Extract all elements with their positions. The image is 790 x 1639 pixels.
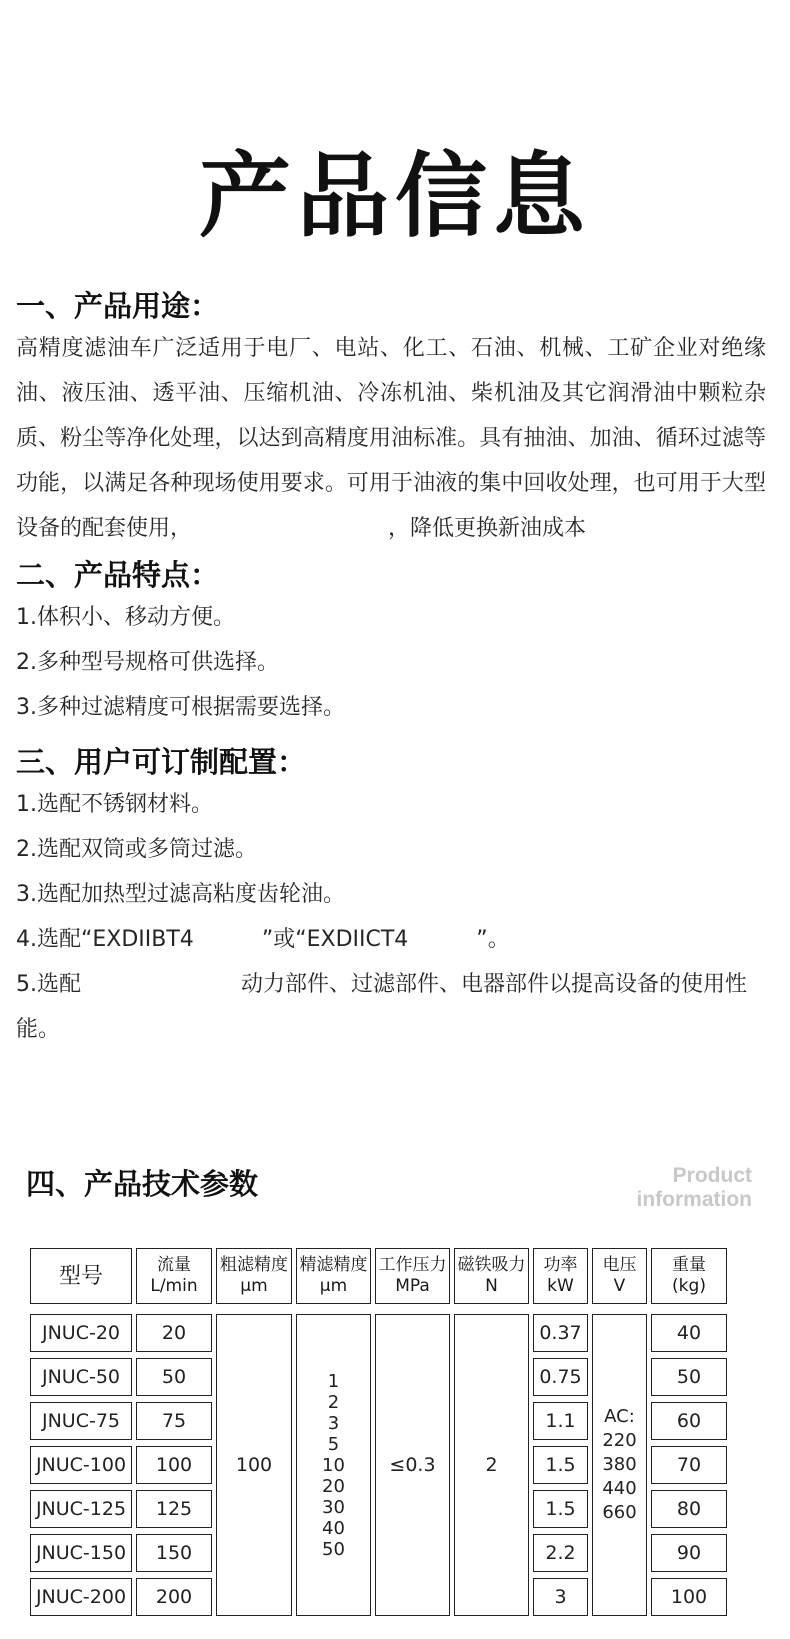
flow-cell — [136, 1446, 212, 1484]
product-information-label — [637, 1164, 753, 1212]
header-label: 功率 — [543, 1255, 578, 1275]
fine-precision-cell — [296, 1314, 371, 1616]
weight-value: 100 — [670, 1586, 708, 1608]
power-cell — [533, 1358, 588, 1396]
flow-cell — [136, 1490, 212, 1528]
header-cell — [651, 1248, 727, 1304]
fine-precision-value: 20 — [322, 1475, 345, 1497]
usage-paragraph — [16, 326, 766, 551]
header-unit: L/min — [150, 1276, 198, 1296]
flow-value: 100 — [155, 1454, 193, 1476]
model-value: JNUC-150 — [35, 1542, 127, 1564]
model-cell — [30, 1446, 132, 1484]
weight-cell — [651, 1446, 727, 1484]
power-cell — [533, 1534, 588, 1572]
magnet-value: 2 — [485, 1454, 498, 1476]
weight-value: 80 — [676, 1498, 702, 1520]
header-unit: MPa — [395, 1276, 430, 1296]
custom-item-part: 5.选配 — [16, 972, 81, 997]
header-label: 电压 — [602, 1255, 637, 1275]
fine-precision-value: 5 — [327, 1433, 340, 1455]
header-label: 重量 — [672, 1255, 706, 1275]
section-heading-custom: 三、用户可订制配置： — [16, 745, 307, 779]
en-label-line: Product — [672, 1164, 752, 1187]
custom-item-part: ”。 — [476, 927, 510, 952]
flow-cell — [136, 1314, 212, 1352]
model-cell — [30, 1402, 132, 1440]
power-value: 3 — [554, 1586, 567, 1608]
weight-value: 90 — [676, 1542, 702, 1564]
custom-item: 3.选配加热型过滤高粘度齿轮油。 — [16, 882, 345, 907]
weight-cell — [651, 1578, 727, 1616]
flow-value: 125 — [155, 1498, 193, 1520]
pressure-value: ≤0.3 — [389, 1454, 436, 1476]
model-value: JNUC-50 — [41, 1366, 121, 1388]
model-cell — [30, 1490, 132, 1528]
power-value: 1.5 — [545, 1498, 576, 1520]
flow-value: 150 — [155, 1542, 193, 1564]
header-cell — [296, 1248, 371, 1304]
model-value: JNUC-20 — [41, 1322, 121, 1344]
power-value: 1.5 — [545, 1454, 576, 1476]
power-value: 1.1 — [545, 1410, 576, 1432]
voltage-value: 440 — [602, 1478, 637, 1499]
usage-text: 高精度滤油车广泛适用于电厂、电站、化工、石油、机械、工矿企业对绝缘油、液压油、透平油、压缩机油、冷冻机油、柴机油及其它润滑油中颗粒杂质、粉尘等净化处理，以达到高精度用油标准。具有抽油、加油、循环过滤等功能，以满足各种现场使用要求。可用于油液的集中回收处理，也可用于大型设备的配套使用， — [16, 336, 766, 541]
weight-value: 60 — [676, 1410, 702, 1432]
power-value: 2.2 — [545, 1542, 576, 1564]
header-unit: N — [485, 1276, 498, 1296]
magnet-cell — [454, 1314, 529, 1616]
voltage-cell — [592, 1314, 647, 1616]
model-value: JNUC-75 — [41, 1410, 121, 1432]
model-value: JNUC-200 — [35, 1586, 127, 1608]
fine-precision-value: 30 — [322, 1496, 345, 1518]
header-label: 粗滤精度 — [220, 1255, 288, 1275]
voltage-value: 660 — [602, 1502, 637, 1523]
coarse-precision-cell — [216, 1314, 292, 1616]
header-cell — [30, 1248, 132, 1304]
header-unit: μm — [240, 1276, 268, 1296]
feature-item: 2.多种型号规格可供选择。 — [16, 650, 279, 675]
feature-item: 3.多种过滤精度可根据需要选择。 — [16, 695, 345, 720]
header-cell — [375, 1248, 450, 1304]
model-cell — [30, 1578, 132, 1616]
custom-item — [16, 962, 766, 1052]
weight-cell — [651, 1402, 727, 1440]
model-value: JNUC-125 — [35, 1498, 127, 1520]
model-cell — [30, 1358, 132, 1396]
params-heading: 四、产品技术参数 — [26, 1167, 259, 1201]
voltage-value: 380 — [602, 1454, 637, 1475]
header-label: 磁铁吸力 — [457, 1255, 526, 1275]
model-value: JNUC-100 — [35, 1454, 127, 1476]
feature-item: 1.体积小、移动方便。 — [16, 605, 235, 630]
pressure-cell — [375, 1314, 450, 1616]
power-value: 0.75 — [539, 1366, 582, 1388]
weight-cell — [651, 1490, 727, 1528]
power-cell — [533, 1446, 588, 1484]
section-heading-features: 二、产品特点： — [16, 558, 220, 592]
weight-value: 70 — [676, 1454, 702, 1476]
section-heading-usage: 一、产品用途： — [16, 289, 220, 323]
header-cell — [533, 1248, 588, 1304]
voltage-value: 220 — [602, 1430, 637, 1451]
header-unit: kW — [547, 1276, 574, 1296]
fine-precision-value: 1 — [327, 1370, 340, 1392]
weight-cell — [651, 1358, 727, 1396]
weight-value: 50 — [676, 1366, 702, 1388]
model-cell — [30, 1314, 132, 1352]
fine-precision-value: 10 — [322, 1454, 345, 1476]
voltage-value: AC: — [604, 1406, 635, 1427]
header-cell — [216, 1248, 292, 1304]
power-value: 0.37 — [539, 1322, 582, 1344]
power-cell — [533, 1402, 588, 1440]
custom-item-part: ”或“EXDIICT4 — [261, 927, 409, 952]
custom-item-part: 动力部件、过滤部件、电器部件以提高设备的使用性能。 — [16, 972, 748, 1042]
header-unit: μm — [319, 1276, 348, 1296]
fine-precision-value: 50 — [322, 1538, 345, 1560]
flow-cell — [136, 1578, 212, 1616]
flow-value: 75 — [161, 1410, 187, 1432]
header-unit: V — [613, 1276, 626, 1296]
weight-cell — [651, 1534, 727, 1572]
header-label: 流量 — [157, 1255, 191, 1275]
header-label: 精滤精度 — [299, 1255, 368, 1275]
fine-precision-value: 40 — [322, 1517, 345, 1539]
header-label: 工作压力 — [378, 1255, 447, 1275]
usage-text-end: ，降低更换新油成本 — [388, 516, 587, 541]
page-title: 产品信息 — [198, 143, 591, 250]
weight-value: 40 — [676, 1322, 702, 1344]
weight-cell — [651, 1314, 727, 1352]
flow-cell — [136, 1534, 212, 1572]
content-body — [16, 286, 766, 1052]
flow-value: 20 — [161, 1322, 187, 1344]
header-cell — [454, 1248, 529, 1304]
flow-value: 200 — [155, 1586, 193, 1608]
custom-item — [16, 917, 766, 962]
header-cell — [136, 1248, 212, 1304]
custom-item-part: 4.选配“EXDIIBT4 — [16, 927, 194, 952]
flow-cell — [136, 1402, 212, 1440]
fine-precision-value: 2 — [327, 1391, 340, 1413]
fine-precision-value: 3 — [327, 1412, 340, 1434]
en-label-line: information — [636, 1188, 752, 1211]
header-cell — [592, 1248, 647, 1304]
custom-item: 1.选配不锈钢材料。 — [16, 792, 213, 817]
header-unit: (kg) — [672, 1276, 706, 1296]
power-cell — [533, 1578, 588, 1616]
model-cell — [30, 1534, 132, 1572]
header-label: 型号 — [58, 1263, 103, 1289]
flow-value: 50 — [161, 1366, 187, 1388]
power-cell — [533, 1490, 588, 1528]
spec-table — [30, 1248, 760, 1639]
coarse-precision-value: 100 — [235, 1454, 273, 1476]
flow-cell — [136, 1358, 212, 1396]
custom-item: 2.选配双筒或多筒过滤。 — [16, 837, 257, 862]
power-cell — [533, 1314, 588, 1352]
